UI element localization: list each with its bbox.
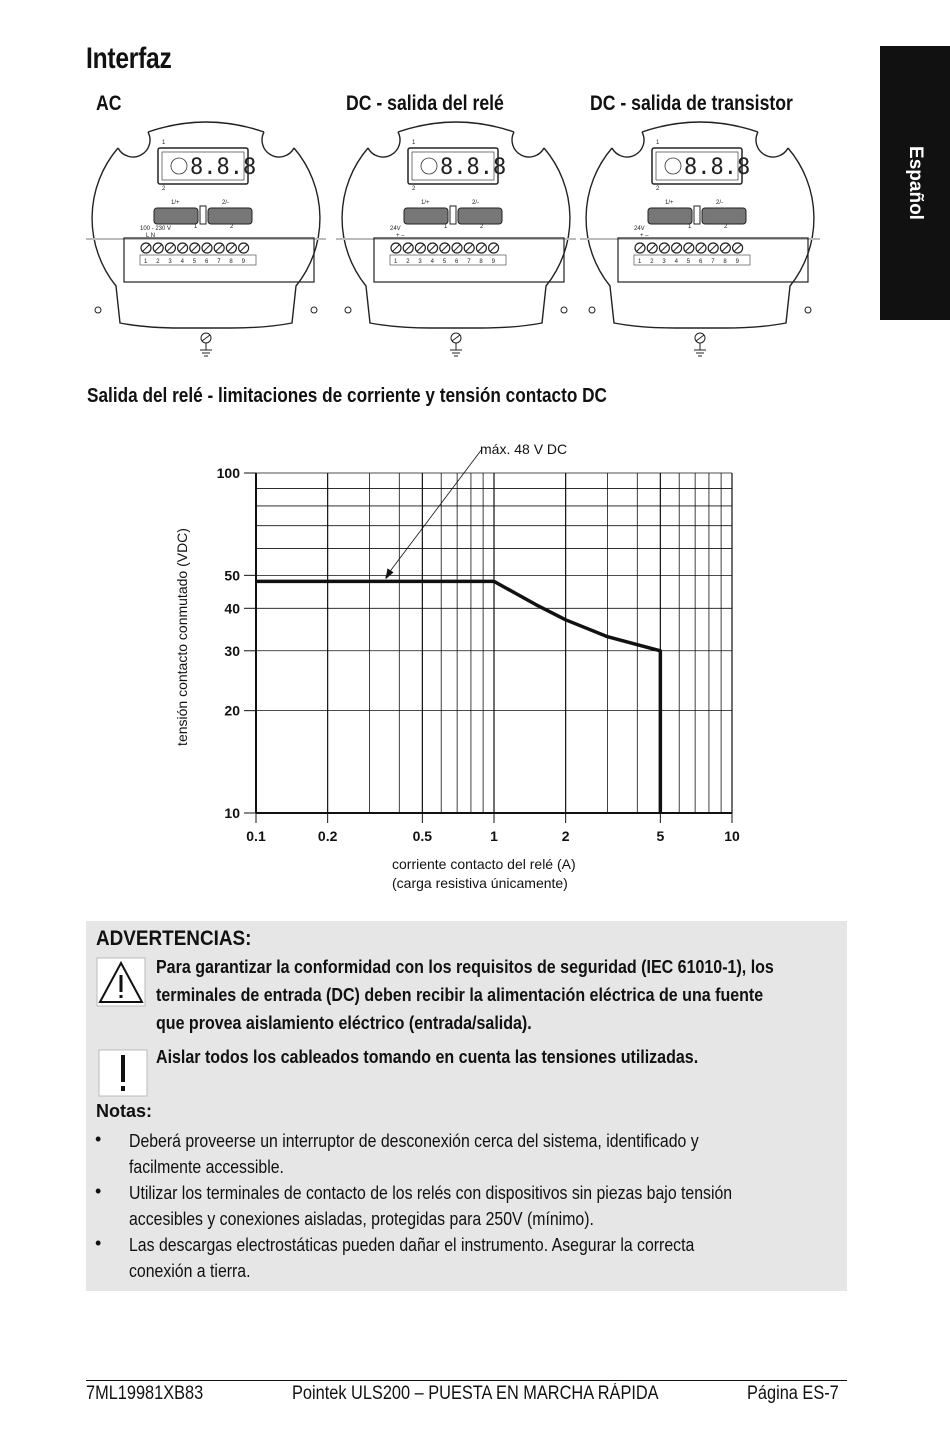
button-1-label: 1/+: [421, 200, 430, 206]
relay-label-1: 1: [194, 224, 198, 230]
terminal-number: 5: [442, 259, 447, 265]
module-diagram-dc-transistor: [580, 118, 820, 363]
ground-screw-slot: [202, 335, 210, 341]
lcd-label-1: 1: [656, 140, 660, 146]
chart-series: [256, 568, 660, 813]
note-line: Deberá proveerse un interruptor de desconexión cerca del sistema, identificado y: [129, 1131, 699, 1151]
button-1-label: 1/+: [171, 200, 180, 206]
module-body: [580, 122, 820, 356]
terminal-number: 5: [192, 259, 197, 265]
warning-line: terminales de entrada (DC) deben recibir la alimentación eléctrica de una fuente: [156, 985, 764, 1005]
language-tab-label: Español: [905, 146, 926, 220]
terminal-number: 3: [662, 259, 666, 265]
y-axis-label: tensión contacto conmutado (VDC): [174, 528, 190, 746]
x-tick-label: 2: [561, 828, 570, 844]
terminal-number: 2: [406, 259, 410, 265]
warnings-panel: [86, 921, 847, 1291]
button-2-label: 2/-: [222, 200, 230, 206]
supply-terminal-label: + –: [396, 233, 405, 239]
mounting-hole: [561, 307, 567, 313]
terminal-number: 4: [430, 259, 434, 265]
housing-top: [148, 122, 264, 132]
note-bullet: •: [95, 1181, 102, 1201]
relay-label-1: 1: [688, 224, 692, 230]
notes-title: Notas:: [96, 1101, 153, 1121]
terminal-number: 4: [674, 259, 678, 265]
y-tick-label: 50: [224, 567, 240, 584]
housing-notch: [368, 132, 400, 157]
button-2: [702, 208, 746, 224]
housing-notch: [512, 132, 544, 157]
chart-annotation: máx. 48 V DC: [480, 441, 568, 457]
mounting-hole: [589, 307, 595, 313]
button-2-label: 2/-: [472, 200, 480, 206]
terminal-number: 5: [686, 259, 691, 265]
terminal-number: 1: [394, 259, 398, 265]
x-tick-label: 0.5: [412, 828, 433, 844]
terminal-number: 9: [491, 259, 495, 265]
footer-doc-number: 7ML19981XB83: [86, 1383, 204, 1404]
mounting-hole: [95, 307, 101, 313]
supply-terminal-label: L N: [146, 233, 156, 239]
button-1-label: 1/+: [665, 200, 674, 206]
lcd-label-1: 1: [412, 140, 416, 146]
relay-label-2: 2: [480, 224, 484, 230]
supply-voltage-label: 24V: [390, 226, 401, 232]
terminal-number: 3: [168, 259, 172, 265]
y-tick-label: 40: [224, 600, 240, 617]
supply-terminal-label: + –: [640, 233, 649, 239]
button-separator: [694, 206, 700, 224]
housing-notch: [612, 132, 644, 157]
housing-notch: [118, 132, 150, 157]
note-bullet: •: [95, 1129, 102, 1149]
interface-label-dc-transistor: DC - salida de transistor: [590, 92, 793, 115]
x-tick-label: 10: [724, 828, 740, 844]
terminal-number: 7: [711, 259, 715, 265]
button-1: [154, 208, 198, 224]
relay-label-2: 2: [724, 224, 728, 230]
button-separator: [200, 206, 206, 224]
warning-line: Aislar todos los cableados tomando en cuenta las tensiones utilizadas.: [156, 1047, 699, 1067]
x-axis-sublabel: (carga resistiva únicamente): [392, 875, 568, 891]
footer-rule: [86, 1380, 847, 1381]
x-axis-label: corriente contacto del relé (A): [392, 856, 576, 872]
mounting-hole: [345, 307, 351, 313]
button-2: [458, 208, 502, 224]
housing-top: [642, 122, 758, 132]
terminal-number: 6: [455, 259, 459, 265]
series-line: [256, 581, 660, 813]
button-separator: [450, 206, 456, 224]
x-tick-label: 0.1: [246, 828, 266, 844]
mounting-hole: [805, 307, 811, 313]
lcd-digits: 8.8.8: [440, 155, 507, 180]
supply-voltage-label: 100 - 230 V: [140, 226, 172, 232]
lcd-label-2: 2: [162, 186, 166, 192]
warning-line: que provea aislamiento eléctrico (entrada/salida).: [156, 1013, 532, 1033]
module-body: [86, 122, 326, 356]
terminal-number: 9: [241, 259, 245, 265]
warning-triangle-icon: [96, 957, 146, 1007]
note-item: [129, 1128, 824, 1180]
lcd-label-2: 2: [412, 186, 416, 192]
note-line: Las descargas electrostáticas pueden dañar el instrumento. Asegurar la correcta: [129, 1235, 695, 1255]
lcd-label-2: 2: [656, 186, 660, 192]
lcd-digits: 8.8.8: [190, 155, 257, 180]
button-2: [208, 208, 252, 224]
terminal-number: 8: [229, 259, 233, 265]
y-tick-label: 20: [224, 702, 240, 719]
relay-label-1: 1: [444, 224, 448, 230]
note-line: accesibles y conexiones aisladas, protegidas para 250V (mínimo).: [129, 1209, 594, 1229]
interface-label-dc-relay: DC - salida del relé: [346, 92, 504, 115]
button-1: [648, 208, 692, 224]
relay-limit-chart: [160, 425, 780, 900]
module-diagram-ac: [86, 118, 326, 363]
terminal-number: 1: [638, 259, 642, 265]
relay-label-2: 2: [230, 224, 234, 230]
module-body: [336, 122, 576, 356]
y-tick-label: 30: [224, 642, 240, 659]
terminal-number: 2: [156, 259, 160, 265]
lcd-label-1: 1: [162, 140, 166, 146]
terminal-number: 7: [467, 259, 471, 265]
note-line: conexión a tierra.: [129, 1261, 251, 1281]
y-tick-label: 10: [224, 805, 240, 821]
footer-page-number: Página ES-7: [747, 1383, 839, 1404]
terminal-number: 9: [735, 259, 739, 265]
button-1: [404, 208, 448, 224]
x-tick-label: 5: [656, 828, 665, 844]
terminal-number: 3: [418, 259, 422, 265]
housing-notch: [262, 132, 294, 157]
exclamation-icon: [98, 1049, 148, 1097]
terminal-number: 6: [205, 259, 209, 265]
interface-label-ac: AC: [96, 92, 122, 115]
note-line: Utilizar los terminales de contacto de los relés con dispositivos sin piezas bajo tensión: [129, 1183, 733, 1203]
terminal-number: 6: [699, 259, 703, 265]
note-line: facilmente accessible.: [129, 1157, 284, 1177]
mounting-hole: [311, 307, 317, 313]
note-item: [129, 1180, 824, 1232]
ground-screw-slot: [696, 335, 704, 341]
footer-doc-title: Pointek ULS200 – PUESTA EN MARCHA RÁPIDA: [292, 1383, 659, 1404]
note-bullet: •: [95, 1233, 102, 1253]
warning-item: [156, 953, 832, 1037]
lcd-digits: 8.8.8: [684, 155, 751, 180]
terminal-number: 8: [479, 259, 483, 265]
warning-line: Para garantizar la conformidad con los requisitos de seguridad (IEC 61010-1), los: [156, 957, 774, 977]
housing-top: [398, 122, 514, 132]
ground-screw-slot: [452, 335, 460, 341]
annotation-leader-line: [385, 449, 482, 577]
language-tab: [880, 46, 950, 320]
annotation-arrowhead: [385, 568, 393, 579]
y-tick-label: 100: [216, 465, 240, 481]
terminal-number: 2: [650, 259, 654, 265]
warnings-title: ADVERTENCIAS:: [96, 927, 252, 950]
x-tick-label: 1: [490, 828, 498, 844]
terminal-number: 7: [217, 259, 221, 265]
x-tick-label: 0.2: [317, 828, 338, 844]
housing-notch: [756, 132, 788, 157]
note-item: [129, 1232, 824, 1284]
warning-item: [156, 1043, 832, 1071]
page-title: Interfaz: [86, 42, 172, 75]
button-2-label: 2/-: [716, 200, 724, 206]
chart-heading: Salida del relé - limitaciones de corriente y tensión contacto DC: [87, 385, 607, 407]
terminal-number: 1: [144, 259, 148, 265]
terminal-number: 4: [180, 259, 184, 265]
supply-voltage-label: 24V: [634, 226, 645, 232]
terminal-number: 8: [723, 259, 727, 265]
module-diagram-dc-relay: [336, 118, 576, 363]
